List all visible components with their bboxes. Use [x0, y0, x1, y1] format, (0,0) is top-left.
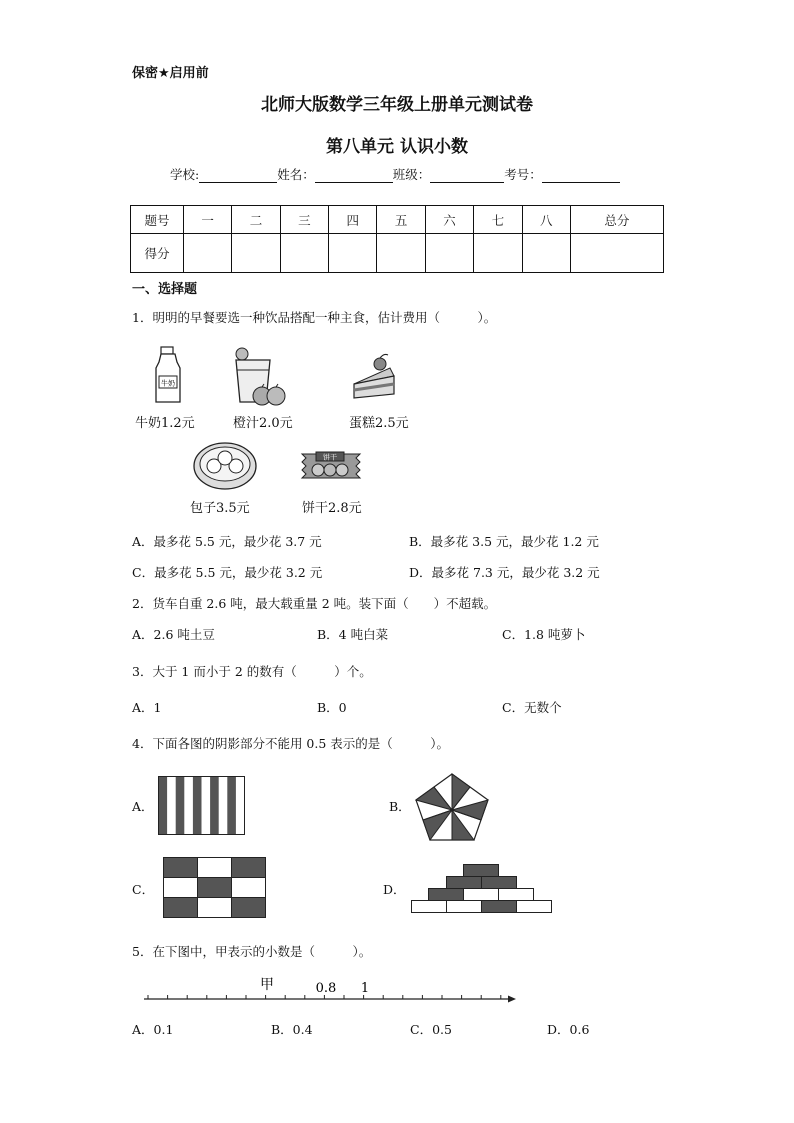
q1-stem: 1．明明的早餐要选一种饮品搭配一种主食，估计费用（ ）。	[132, 310, 497, 325]
q5-option-b[interactable]: B．0.4	[271, 1022, 313, 1037]
q5-option-c[interactable]: C．0.5	[410, 1022, 452, 1037]
student-info-line	[170, 165, 620, 183]
q3-option-c[interactable]: C．无数个	[502, 700, 562, 715]
orange-juice-icon	[228, 346, 292, 408]
q4-figure-c-grid	[163, 857, 267, 919]
q4-figure-a-stripes	[158, 776, 246, 836]
score-cell[interactable]	[425, 234, 473, 273]
q2-option-b[interactable]: B．4 吨白菜	[317, 627, 389, 642]
label-1: 1	[360, 981, 370, 996]
class-label: 班级：	[392, 167, 431, 182]
section-title: 一、选择题	[132, 282, 198, 297]
school-label: 学校:	[170, 167, 200, 182]
q4-option-c-label[interactable]: C．	[132, 882, 155, 897]
col-7: 七	[474, 206, 522, 234]
q1-option-d[interactable]: D．最多花 7.3 元，最少花 3.2 元	[409, 565, 600, 580]
item-buns: 包子3.5元	[190, 501, 250, 516]
col-1: 一	[184, 206, 232, 234]
q4-figure-d-bricks	[410, 863, 552, 915]
name-field[interactable]	[315, 168, 393, 183]
cookie-package-icon	[300, 450, 362, 484]
exam-title: 北师大版数学三年级上册单元测试卷	[261, 95, 533, 115]
q5-option-a[interactable]: A．0.1	[132, 1022, 174, 1037]
score-cell[interactable]	[232, 234, 280, 273]
steamed-buns-icon	[192, 439, 258, 491]
score-row-header: 得分	[131, 234, 184, 273]
score-cell[interactable]	[522, 234, 570, 273]
confidential-label: 保密★启用前	[132, 66, 209, 81]
name-label: 姓名：	[277, 167, 315, 182]
class-field[interactable]	[430, 168, 504, 183]
q2-option-a[interactable]: A．2.6 吨土豆	[132, 627, 215, 642]
q1-option-a[interactable]: A．最多花 5.5 元，最少花 3.7 元	[132, 534, 322, 549]
col-8: 八	[522, 206, 570, 234]
label-jia: 甲	[260, 977, 274, 993]
cookie-label-text: 饼干	[323, 453, 337, 462]
exam-number-field[interactable]	[542, 168, 620, 183]
q5-stem: 5．在下图中，甲表示的小数是（ ）。	[132, 944, 372, 959]
unit-title: 第八单元 认识小数	[326, 137, 468, 157]
col-2: 二	[232, 206, 280, 234]
score-table	[130, 205, 664, 273]
score-cell[interactable]	[474, 234, 522, 273]
q4-stem: 4．下面各图的阴影部分不能用 0.5 表示的是（ ）。	[132, 736, 450, 751]
q4-option-d-label[interactable]: D．	[383, 882, 406, 897]
col-total: 总分	[570, 206, 663, 234]
exam-number-label: 考号：	[504, 167, 542, 182]
item-cake: 蛋糕2.5元	[349, 416, 409, 431]
q2-option-c[interactable]: C．1.8 吨萝卜	[502, 627, 586, 642]
number-line	[140, 975, 520, 1009]
q4-option-b-label[interactable]: B．	[389, 799, 411, 814]
item-orange-juice: 橙汁2.0元	[233, 416, 293, 431]
label-0-8: 0.8	[315, 981, 337, 996]
milk-bottle-icon	[150, 346, 186, 406]
milk-label-text: 牛奶	[161, 379, 175, 388]
q4-option-a-label[interactable]: A．	[132, 799, 154, 814]
q4-figure-b-pentagon	[414, 772, 490, 842]
score-cell[interactable]	[184, 234, 232, 273]
q3-option-b[interactable]: B．0	[317, 700, 347, 715]
q1-option-b[interactable]: B．最多花 3.5 元，最少花 1.2 元	[409, 534, 599, 549]
question-number-header: 题号	[131, 206, 184, 234]
col-6: 六	[425, 206, 473, 234]
q3-option-a[interactable]: A．1	[132, 700, 162, 715]
score-cell[interactable]	[570, 234, 663, 273]
score-cell[interactable]	[377, 234, 425, 273]
q2-stem: 2．货车自重 2.6 吨，最大载重量 2 吨。装下面（ ）不超载。	[132, 596, 497, 611]
score-cell[interactable]	[280, 234, 328, 273]
number-line-arrow-icon	[508, 996, 516, 1003]
item-cookies: 饼干2.8元	[302, 501, 362, 516]
item-milk: 牛奶1.2元	[135, 416, 195, 431]
q3-stem: 3．大于 1 而小于 2 的数有（ ）个。	[132, 664, 372, 679]
score-cell[interactable]	[329, 234, 377, 273]
q1-option-c[interactable]: C．最多花 5.5 元，最少花 3.2 元	[132, 565, 323, 580]
col-5: 五	[377, 206, 425, 234]
cake-slice-icon	[350, 354, 398, 402]
col-3: 三	[280, 206, 328, 234]
col-4: 四	[329, 206, 377, 234]
school-field[interactable]	[199, 168, 277, 183]
q5-option-d[interactable]: D．0.6	[547, 1022, 590, 1037]
